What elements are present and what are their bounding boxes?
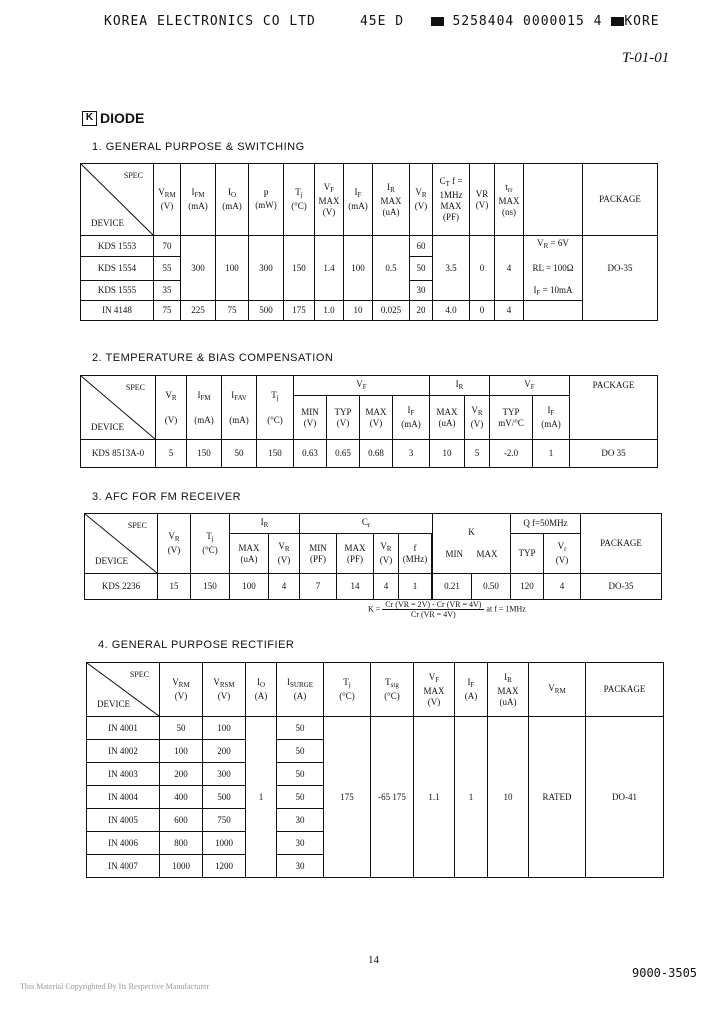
h-ir: $I_R$ [430,376,490,396]
h-vr2: $V_R$ (V) [465,396,490,440]
spec-label: SPEC [123,171,143,180]
table-afc-fm: SPEC DEVICE $V_R$ (V) $T_j$ (°C) $I_R$ $C_r$ K MIN MAX Q f=50MHz PACKAGE MAX (uA) $V_R$ (V) MIN (PF) MAX (PF) $V_R$ (V) f (MHz) TYP $V_r$ (V) KDS 2236 15 150 100 4 7 14 4 1 0.21 0.50 120 4 DO-35 [84,513,662,600]
section-2-title: 2. TEMPERATURE & BIAS COMPENSATION [92,352,334,364]
header-line [104,14,660,29]
h-vrm: $V_{RM}$ (V) [154,164,181,236]
h-vf: $V_F$ [294,376,430,396]
spec-label: SPEC [125,383,145,392]
spec-device-header [87,663,160,717]
section-1-title: 1. GENERAL PURPOSE & SWITCHING [92,141,305,153]
table-row: IN 4004 400 500 50 [87,786,664,809]
table-row: KDS 2236 15 150 100 4 7 14 4 1 0.21 0.50 120 4 DO-35 [85,574,662,600]
device-label: DEVICE [91,422,124,432]
h-ifav: $I_{FAV}$ (mA) [222,376,257,440]
spec-device-header [81,164,154,236]
table-row: KDS 8513A-0 5 150 50 150 0.63 0.65 0.68 3 10 5 -2.0 1 DO 35 [81,440,658,468]
h-package: PACKAGE [586,663,664,717]
h-ir: $I_R$ [230,514,300,534]
h-if1: $I_F$ (mA) [393,396,430,440]
table-temperature-bias [80,375,658,468]
block-mark [431,17,444,26]
device-label: DEVICE [91,218,124,228]
h-vf: $V_F$ MAX (V) [315,164,344,236]
table-rectifier: SPEC DEVICE $V_{RM}$ (V) $V_{RSM}$ (V) $I_O$ (A) $I_{SURGE}$ (A) $T_j$ (°C) $T_{stg}$ (°C) $V_F$ MAX (V) $I_F$ (A) $I_R$ MAX (uA) $V_{RM}$ PACKAGE IN 4001 50 100 1 50 175 -65 175 1.1 1 10 RATED DO-41 IN 4002 100 200 50 IN 4003 200 300 50 IN 4004 400 500 50 IN 4005 600 750 30 IN 4006 800 1000 30 IN 4007 1000 1200 30 [86,662,664,878]
header-code-1: 45E D [359,14,405,29]
h-vr2: VR (V) [470,164,495,236]
h-typ: TYP (V) [327,396,360,440]
section-4-title: 4. GENERAL PURPOSE RECTIFIER [98,639,295,651]
conditions-cell: $V_R = 6V$ RL = 100Ω $I_F = 10mA$ [524,236,583,301]
document-code: 9000-3505 [632,966,698,980]
brand-title [82,110,144,126]
h-max: MAX (V) [360,396,393,440]
h-irmax: MAX (uA) [430,396,465,440]
h-vr: $V_R$ (V) [410,164,433,236]
reference-code: T-01-01 [622,50,670,66]
page-number: 14 [368,954,379,966]
device-label: DEVICE [95,556,128,566]
h-vft-typ: TYP mV/°C [490,396,533,440]
h-package: PACKAGE [570,376,658,440]
h-q: Q f=50MHz [511,514,581,534]
table-row: KDS 1554 55 300 100 300 150 1.4 100 0.5 50 3.5 0 4 DO-35 [81,257,658,281]
brand-diode: DIODE [100,110,145,126]
table-row: KDS 1553 70 60 $V_R = 6V$ RL = 100Ω $I_F = 10mA$ [81,236,658,257]
table-row: IN 4006 800 1000 30 [87,832,664,855]
h-io: $I_O$ (mA) [216,164,249,236]
header-code-3: KORE [624,14,660,29]
device-label: DEVICE [97,699,130,709]
table-row: IN 4001 50 100 1 50 175 -65 175 1.1 1 10 RATED DO-41 [87,717,664,740]
h-cr: $C_r$ [300,514,433,534]
spec-device-header [81,376,156,440]
h-vft: $V_F$ [490,376,570,396]
h-min: MIN (V) [294,396,327,440]
table-row: KDS 1555 35 30 [81,281,658,301]
h-if: $I_F$ (mA) [344,164,373,236]
h-package: PACKAGE [583,164,658,236]
block-mark-2 [611,17,624,26]
h-tj: $T_j$ (°C) [191,514,230,574]
copyright-notice: This Material Copyrighted By Its Respective Manufacturer [20,982,210,991]
table-row: IN 4148 75 225 75 500 175 1.0 10 0.025 20 4.0 0 4 [81,301,658,321]
h-ifm: $I_{FM}$ (mA) [181,164,216,236]
h-ir: $I_R$ MAX (uA) [373,164,410,236]
section-3-title: 3. AFC FOR FM RECEIVER [92,491,242,503]
table-row: IN 4005 600 750 30 [87,809,664,832]
table-row: IN 4007 1000 1200 30 [87,855,664,878]
h-p: P (mW) [249,164,284,236]
table-row: IN 4002 100 200 50 [87,740,664,763]
h-ifm: $I_{FM}$ (mA) [187,376,222,440]
h-ct: $C_T$ f = 1MHz MAX (PF) [433,164,470,236]
table-row: IN 4003 200 300 50 [87,763,664,786]
header-code-2: 5258404 0000015 4 [452,14,603,29]
table-general-purpose [80,163,658,321]
brand-logo: K [82,111,97,126]
h-cond [524,164,583,236]
h-tj: $T_j$ (°C) [257,376,294,440]
h-k: K MIN MAX [433,514,511,574]
spec-label: SPEC [129,670,149,679]
spec-label: SPEC [127,521,147,530]
h-package: PACKAGE [581,514,662,574]
h-if2: $I_F$ (mA) [533,396,570,440]
company-name: KOREA ELECTRONICS CO LTD [104,14,316,29]
h-trr: $t_{rr}$ MAX (ns) [495,164,524,236]
h-vr: $V_R$ (V) [158,514,191,574]
h-vr: $V_R$ (V) [156,376,187,440]
h-tj: $T_j$ (°C) [284,164,315,236]
k-formula: K = $\frac{Cr (VR = 2V) - Cr (VR = 4V)}{Cr (VR = 4V)}$ at f = 1MHz [368,600,526,619]
spec-device-header [85,514,158,574]
